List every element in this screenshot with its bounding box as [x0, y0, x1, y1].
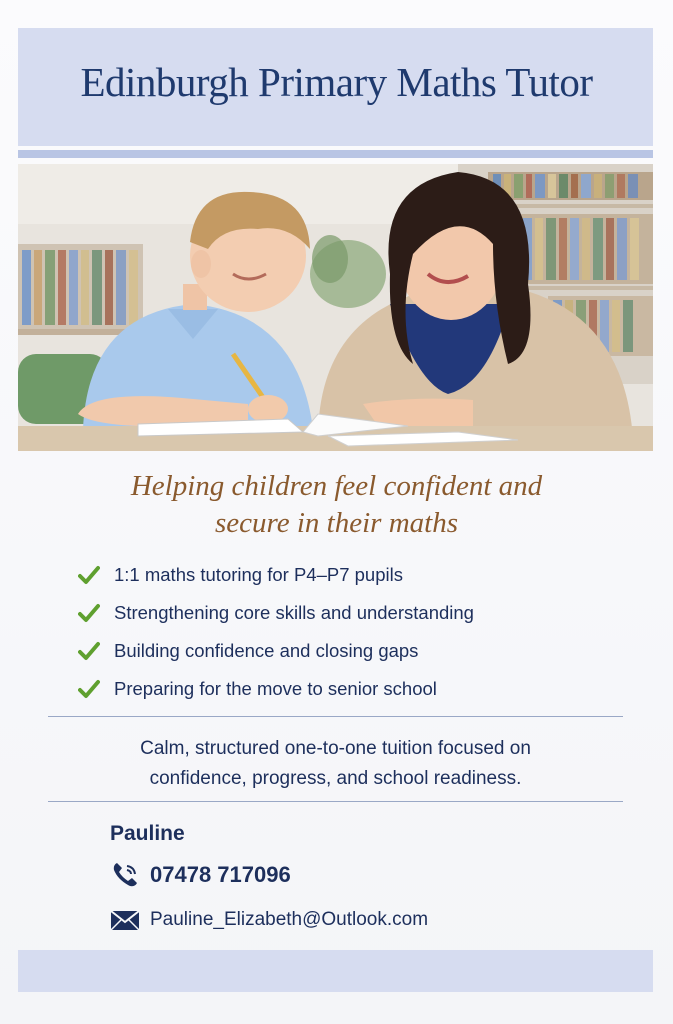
list-item: [78, 594, 474, 632]
checkmark-icon: [78, 678, 100, 700]
checkmark-icon: [78, 602, 100, 624]
list-item: [78, 556, 474, 594]
list-item-text: Strengthening core skills and understanding: [114, 602, 474, 623]
list-item-text: Preparing for the move to senior school: [114, 678, 437, 699]
list-item: [78, 670, 474, 708]
list-item-text: 1:1 maths tutoring for P4–P7 pupils: [114, 564, 403, 585]
hero-photo: [18, 164, 653, 451]
description-line-1: Calm, structured one-to-one tuition focused on: [140, 738, 531, 759]
features-list: [78, 556, 474, 708]
checkmark-icon: [78, 640, 100, 662]
tagline-line-1: Helping children feel confident and: [130, 470, 543, 502]
contact-name: Pauline: [110, 822, 185, 845]
email-address[interactable]: Pauline_Elizabeth@Outlook.com: [150, 909, 429, 930]
phone-icon: [110, 860, 140, 890]
tagline-line-2: secure in their maths: [215, 507, 458, 539]
header-divider: [18, 150, 653, 158]
phone-row[interactable]: [110, 860, 291, 890]
photo-illustration: [18, 164, 653, 451]
description: [48, 734, 623, 794]
list-item-text: Building confidence and closing gaps: [114, 640, 419, 661]
list-item: [78, 632, 474, 670]
email-row[interactable]: [110, 905, 428, 935]
envelope-icon: [110, 905, 140, 935]
section-divider-bottom: [48, 801, 623, 802]
footer-band: [18, 950, 653, 992]
description-line-2: confidence, progress, and school readiness.: [149, 768, 522, 789]
bookshelf-left: [18, 244, 148, 335]
checkmark-icon: [78, 564, 100, 586]
section-divider-top: [48, 716, 623, 717]
phone-number[interactable]: 07478 717096: [150, 862, 291, 887]
page-title: Edinburgh Primary Maths Tutor: [80, 59, 593, 105]
tagline: [0, 468, 673, 542]
